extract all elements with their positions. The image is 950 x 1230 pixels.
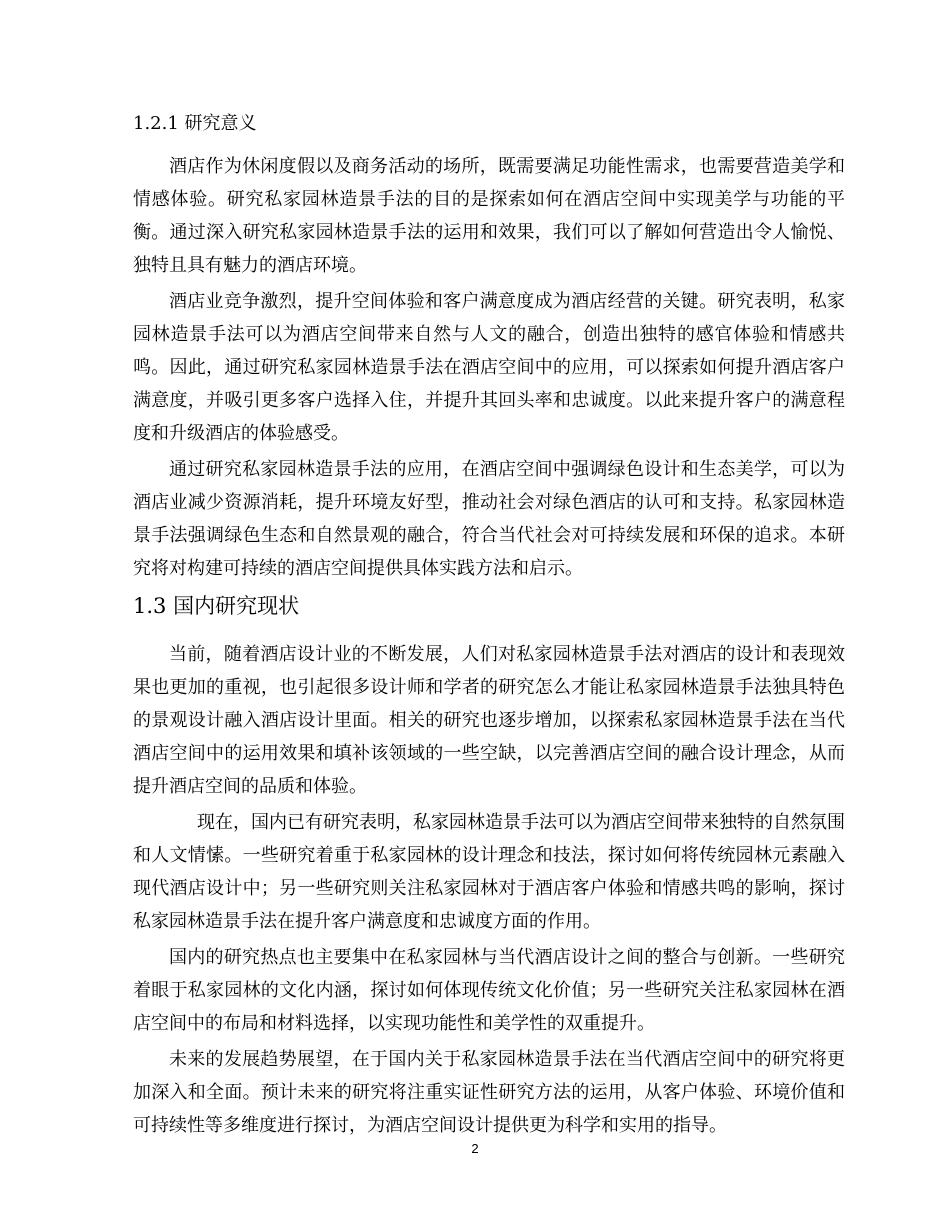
page-number: 2 <box>471 1141 479 1156</box>
paragraph: 现在，国内已有研究表明，私家园林造景手法可以为酒店空间带来独特的自然氛围和人文情愫。一些研究着重于私家园林的设计理念和技法，探讨如何将传统园林元素融入现代酒店设计中；另一些研究则关注私家园林对于酒店客户体验和情感共鸣的影响，探讨私家园林造景手法在提升客户满意度和忠诚度方面的作用。 <box>133 812 845 932</box>
paragraph: 酒店作为休闲度假以及商务活动的场所，既需要满足功能性需求，也需要营造美学和情感体验。研究私家园林造景手法的目的是探索如何在酒店空间中实现美学与功能的平衡。通过深入研究私家园林造景手法的运用和效果，我们可以了解如何营造出令人愉悦、独特且具有魅力的酒店环境。 <box>133 156 845 276</box>
page-body <box>133 110 845 1145</box>
paragraph: 通过研究私家园林造景手法的应用，在酒店空间中强调绿色设计和生态美学，可以为酒店业减少资源消耗，提升环境友好型，推动社会对绿色酒店的认可和支持。私家园林造景手法强调绿色生态和自然景观的融合，符合当代社会对可持续发展和环保的追求。本研究将对构建可持续的酒店空间提供具体实践方法和启示。 <box>133 459 845 579</box>
section-heading-1-3: 1.3 国内研究现状 <box>133 594 300 618</box>
paragraph: 未来的发展趋势展望，在于国内关于私家园林造景手法在当代酒店空间中的研究将更加深入和全面。预计未来的研究将注重实证性研究方法的运用，从客户体验、环境价值和可持续性等多维度进行探讨，为酒店空间设计提供更为科学和实用的指导。 <box>133 1049 845 1136</box>
section-heading-1-2-1: 1.2.1 研究意义 <box>133 113 257 134</box>
paragraph: 酒店业竞争激烈，提升空间体验和客户满意度成为酒店经营的关键。研究表明，私家园林造景手法可以为酒店空间带来自然与人文的融合，创造出独特的感官体验和情感共鸣。因此，通过研究私家园林造景手法在酒店空间中的应用，可以探索如何提升酒店客户满意度，并吸引更多客户选择入住，并提升其回头率和忠诚度。以此来提升客户的满意程度和升级酒店的体验感受。 <box>133 291 845 444</box>
paragraph: 当前，随着酒店设计业的不断发展，人们对私家园林造景手法对酒店的设计和表现效果也更加的重视，也引起很多设计师和学者的研究怎么才能让私家园林造景手法独具特色的景观设计融入酒店设计里面。相关的研究也逐步增加，以探索私家园林造景手法在当代酒店空间中的运用效果和填补该领域的一些空缺，以完善酒店空间的融合设计理念，从而提升酒店空间的品质和体验。 <box>133 644 845 797</box>
paragraph: 国内的研究热点也主要集中在私家园林与当代酒店设计之间的整合与创新。一些研究着眼于私家园林的文化内涵，探讨如何体现传统文化价值；另一些研究关注私家园林在酒店空间中的布局和材料选择，以实现功能性和美学性的双重提升。 <box>133 947 845 1034</box>
